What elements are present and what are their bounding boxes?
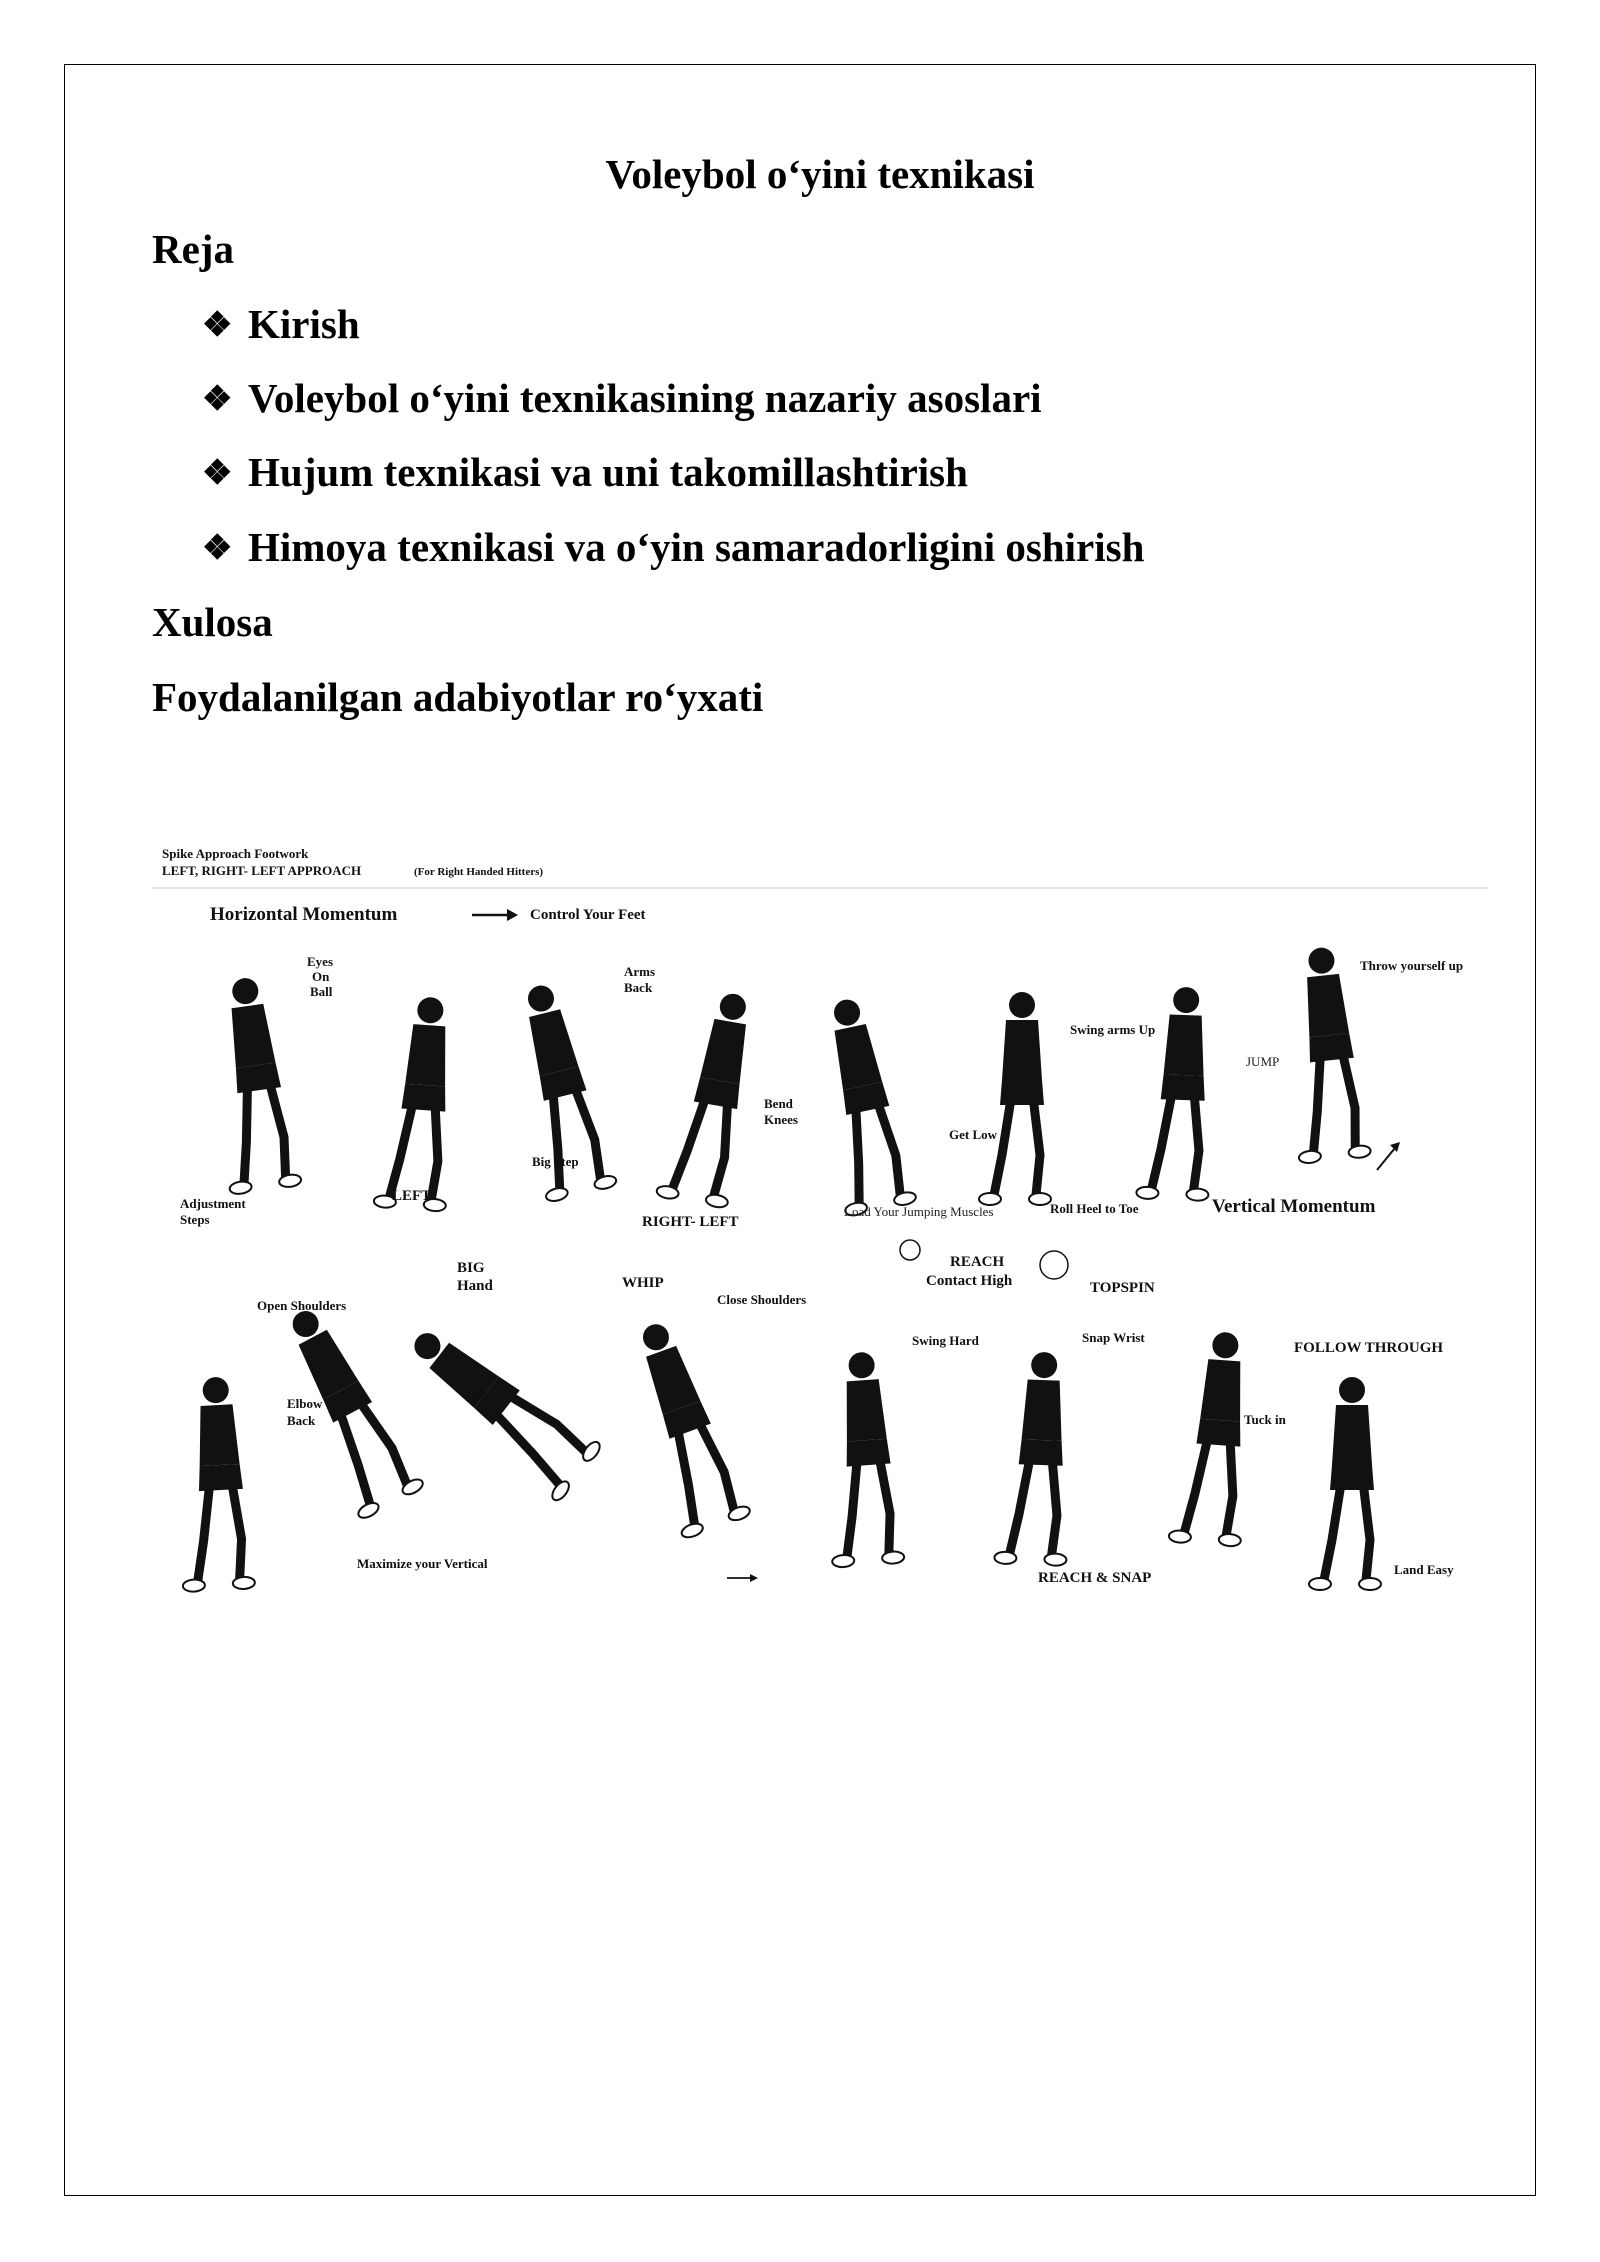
figure-label: RIGHT- LEFT xyxy=(642,1214,739,1230)
figure-label: Maximize your Vertical xyxy=(357,1556,488,1571)
plan-item xyxy=(202,300,360,348)
figure-label: Adjustment xyxy=(180,1196,246,1211)
figure-label: Throw yourself up xyxy=(1360,958,1464,973)
player-figure xyxy=(1136,986,1215,1201)
figure-label: Steps xyxy=(180,1212,210,1227)
player-figure xyxy=(496,979,617,1203)
figure-label: Swing Hard xyxy=(912,1333,979,1348)
figure-label: Close Shoulders xyxy=(717,1292,807,1307)
plan-item xyxy=(202,523,1144,571)
player-figure xyxy=(172,1376,255,1592)
figure-label: Snap Wrist xyxy=(1082,1330,1145,1345)
player-figure xyxy=(374,994,461,1212)
plan-item-label: Himoya texnikasi va o‘yin samaradorligini oshirish xyxy=(248,524,1145,570)
figure-label: Knees xyxy=(764,1112,798,1127)
player-figure xyxy=(201,974,302,1195)
volleyball-icon xyxy=(900,1240,920,1260)
figure-label: FOLLOW THROUGH xyxy=(1294,1340,1444,1356)
player-figure xyxy=(994,1351,1073,1566)
figure-label: On xyxy=(312,969,330,984)
spike-approach-illustration xyxy=(152,830,1488,1652)
diamond-bullet-icon: ❖ xyxy=(202,530,233,567)
player-figure xyxy=(391,1315,603,1503)
plan-item-label: Hujum texnikasi va uni takomillashtirish xyxy=(248,449,968,495)
player-figure xyxy=(1277,945,1371,1164)
plan-item-label: Kirish xyxy=(248,301,360,347)
figure-label: REACH & SNAP xyxy=(1038,1570,1152,1586)
player-figure xyxy=(979,992,1051,1205)
diamond-bullet-icon: ❖ xyxy=(202,455,233,492)
plan-item xyxy=(202,374,1042,422)
figure-label: Swing arms Up xyxy=(1070,1022,1156,1037)
references-heading: Foydalanilgan adabiyotlar ro‘yxati xyxy=(152,674,764,720)
figure-label: Elbow xyxy=(287,1396,323,1411)
figure-label: REACH xyxy=(950,1254,1005,1270)
figure-label: Bend xyxy=(764,1096,793,1111)
player-figure xyxy=(1169,1329,1256,1547)
plan-heading: Reja xyxy=(152,226,234,272)
figure-header-line2: LEFT, RIGHT- LEFT APPROACH xyxy=(162,863,362,878)
right-arrow-icon xyxy=(727,1574,758,1582)
figure-label: BIG xyxy=(457,1260,485,1276)
volleyball-icon xyxy=(1040,1251,1068,1279)
plan-item xyxy=(202,448,968,496)
figure-label: Tuck in xyxy=(1244,1412,1286,1427)
horizontal-momentum-label: Horizontal Momentum xyxy=(210,904,398,925)
conclusion-heading: Xulosa xyxy=(152,599,273,645)
figure-label: Hand xyxy=(457,1278,493,1294)
figure-label: LEFT xyxy=(392,1188,432,1204)
illustration-svg xyxy=(152,830,1488,1652)
figure-label: Back xyxy=(287,1413,316,1428)
figure-label: Open Shoulders xyxy=(257,1298,347,1313)
figure-label: Contact High xyxy=(926,1273,1013,1289)
figure-label: Roll Heel to Toe xyxy=(1050,1201,1139,1216)
up-right-arrow-icon xyxy=(1377,1142,1400,1170)
figure-label: Land Easy xyxy=(1394,1562,1454,1577)
diamond-bullet-icon: ❖ xyxy=(202,307,233,344)
plan-item-label: Voleybol o‘yini texnikasining nazariy asoslari xyxy=(248,375,1042,421)
figure-label: Arms xyxy=(624,964,656,979)
figure-label: TOPSPIN xyxy=(1090,1280,1155,1296)
control-feet-label: Control Your Feet xyxy=(530,907,646,923)
figure-label: Eyes xyxy=(307,954,333,969)
figure-header-line1: Spike Approach Footwork xyxy=(162,846,309,861)
vertical-momentum-label: Vertical Momentum xyxy=(1212,1196,1376,1217)
document-title: Voleybol o‘yini texnikasi xyxy=(605,151,1035,197)
player-figure xyxy=(818,1350,905,1568)
figure-label: Pike xyxy=(472,1390,497,1405)
figure-label: Back xyxy=(624,980,653,995)
player-figure xyxy=(656,987,764,1209)
player-figure xyxy=(611,1315,752,1540)
player-figure xyxy=(1309,1377,1381,1590)
figure-header-note: (For Right Handed Hitters) xyxy=(414,866,544,878)
figure-label: JUMP xyxy=(1246,1054,1280,1069)
figure-label: WHIP xyxy=(622,1275,664,1291)
figure-label: Big Step xyxy=(532,1154,579,1169)
diamond-bullet-icon: ❖ xyxy=(202,381,233,418)
player-figure xyxy=(802,994,917,1217)
figure-label: Ball xyxy=(310,984,333,999)
figure-label: Get Low xyxy=(949,1127,998,1142)
figure-label: Load Your Jumping Muscles xyxy=(844,1204,994,1219)
right-arrow-icon xyxy=(472,909,518,921)
